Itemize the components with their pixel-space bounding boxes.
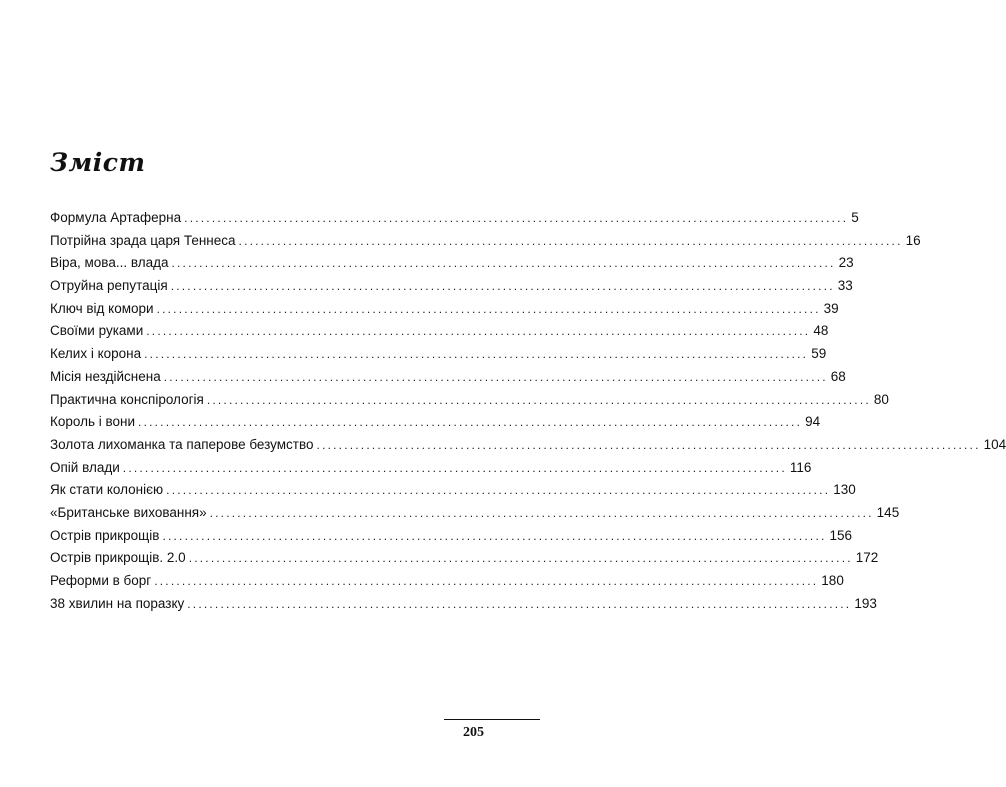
- toc-dot-leader: ........................................................................................................................: [170, 279, 835, 294]
- toc-entry-page: 180: [821, 573, 844, 588]
- toc-entry-label: Опій влади: [50, 459, 120, 475]
- toc-entry-page: 39: [823, 300, 839, 316]
- toc-entry-page: 156: [829, 527, 853, 543]
- toc-entry-label: Король і вони: [50, 414, 136, 430]
- toc-dot-leader: ........................................................................................................................: [156, 301, 821, 316]
- toc-entry-label: Келих і корона: [50, 346, 142, 362]
- toc-entry[interactable]: [50, 255, 854, 278]
- toc-dot-leader: ........................................................................................................................: [146, 324, 811, 339]
- toc-entry[interactable]: [50, 550, 879, 573]
- toc-entry-label: Віра, мова... влада: [50, 255, 169, 271]
- toc-entry-label: Реформи в борг: [50, 573, 152, 588]
- folio-rule: [444, 719, 540, 720]
- toc-entry-page: 94: [805, 414, 821, 430]
- toc-entry-label: Потрійна зрада царя Теннеса: [50, 232, 236, 248]
- toc-entry[interactable]: [50, 436, 1006, 460]
- toc-dot-leader: ........................................................................................................................: [188, 551, 853, 566]
- toc-entry-page: 104: [983, 436, 1006, 452]
- toc-entry[interactable]: [50, 573, 844, 596]
- toc-entry-page: 59: [811, 346, 827, 362]
- toc-entry-label: Своїми руками: [50, 323, 144, 339]
- toc-dot-leader: ........................................................................................................................: [166, 483, 831, 498]
- toc-entry[interactable]: [50, 414, 821, 437]
- toc-dot-leader: ........................................................................................................................: [163, 369, 828, 384]
- toc-entry-page: 80: [873, 391, 889, 407]
- toc-entry-page: 23: [838, 255, 854, 271]
- toc-entry[interactable]: [50, 504, 900, 528]
- toc-entry-page: 116: [789, 459, 812, 475]
- toc-dot-leader: ........................................................................................................................: [206, 392, 871, 407]
- toc-entry[interactable]: [50, 232, 921, 256]
- toc-entry[interactable]: [50, 482, 856, 505]
- toc-entry[interactable]: [50, 459, 812, 483]
- toc-entry-page: 193: [854, 595, 877, 611]
- toc-dot-leader: ........................................................................................................................: [144, 347, 809, 362]
- toc-entry-label: «Британське виховання»: [50, 504, 207, 520]
- toc-entry-page: 172: [855, 550, 879, 566]
- toc-title: Зміст: [50, 148, 146, 177]
- toc-entry[interactable]: [50, 368, 846, 392]
- toc-dot-leader: ........................................................................................................................: [154, 574, 819, 588]
- toc-dot-leader: ........................................................................................................................: [238, 233, 903, 248]
- toc-entry-label: Острів прикрощів: [50, 527, 160, 543]
- toc-dot-leader: ........................................................................................................................: [184, 211, 849, 225]
- toc-entry-page: 16: [905, 232, 921, 248]
- toc-entry[interactable]: [50, 527, 853, 551]
- toc-entry[interactable]: [50, 323, 829, 346]
- toc-entry-label: Місія нездійснена: [50, 368, 161, 384]
- toc-list: [50, 210, 1006, 618]
- toc-entry[interactable]: [50, 300, 839, 324]
- toc-dot-leader: ........................................................................................................................: [171, 256, 836, 271]
- toc-entry[interactable]: [50, 391, 889, 415]
- toc-dot-leader: ........................................................................................................................: [316, 437, 981, 452]
- toc-entry-page: 33: [837, 278, 853, 294]
- toc-entry-page: 5: [851, 210, 859, 225]
- toc-dot-leader: ........................................................................................................................: [187, 596, 852, 611]
- toc-entry-page: 130: [833, 482, 856, 498]
- toc-entry-label: 38 хвилин на поразку: [50, 595, 185, 611]
- page-number: 205: [463, 725, 484, 740]
- toc-entry[interactable]: [50, 278, 853, 301]
- toc-entry-label: Формула Артаферна: [50, 210, 182, 225]
- toc-dot-leader: ........................................................................................................................: [209, 505, 874, 520]
- toc-dot-leader: ........................................................................................................................: [162, 528, 827, 543]
- toc-entry-label: Золота лихоманка та паперове безумство: [50, 436, 314, 452]
- toc-entry-page: 145: [876, 504, 900, 520]
- toc-entry[interactable]: [50, 210, 859, 233]
- toc-entry-page: 48: [813, 323, 829, 339]
- toc-entry[interactable]: [50, 346, 827, 369]
- toc-entry-label: Як стати колонією: [50, 482, 164, 498]
- toc-entry-label: Практична конспірологія: [50, 391, 204, 407]
- toc-entry[interactable]: [50, 595, 877, 619]
- toc-dot-leader: ........................................................................................................................: [138, 415, 803, 430]
- toc-entry-label: Ключ від комори: [50, 300, 154, 316]
- toc-entry-label: Острів прикрощів. 2.0: [50, 550, 186, 566]
- toc-entry-label: Отруйна репутація: [50, 278, 168, 294]
- toc-entry-page: 68: [830, 368, 846, 384]
- toc-dot-leader: ........................................................................................................................: [122, 460, 787, 475]
